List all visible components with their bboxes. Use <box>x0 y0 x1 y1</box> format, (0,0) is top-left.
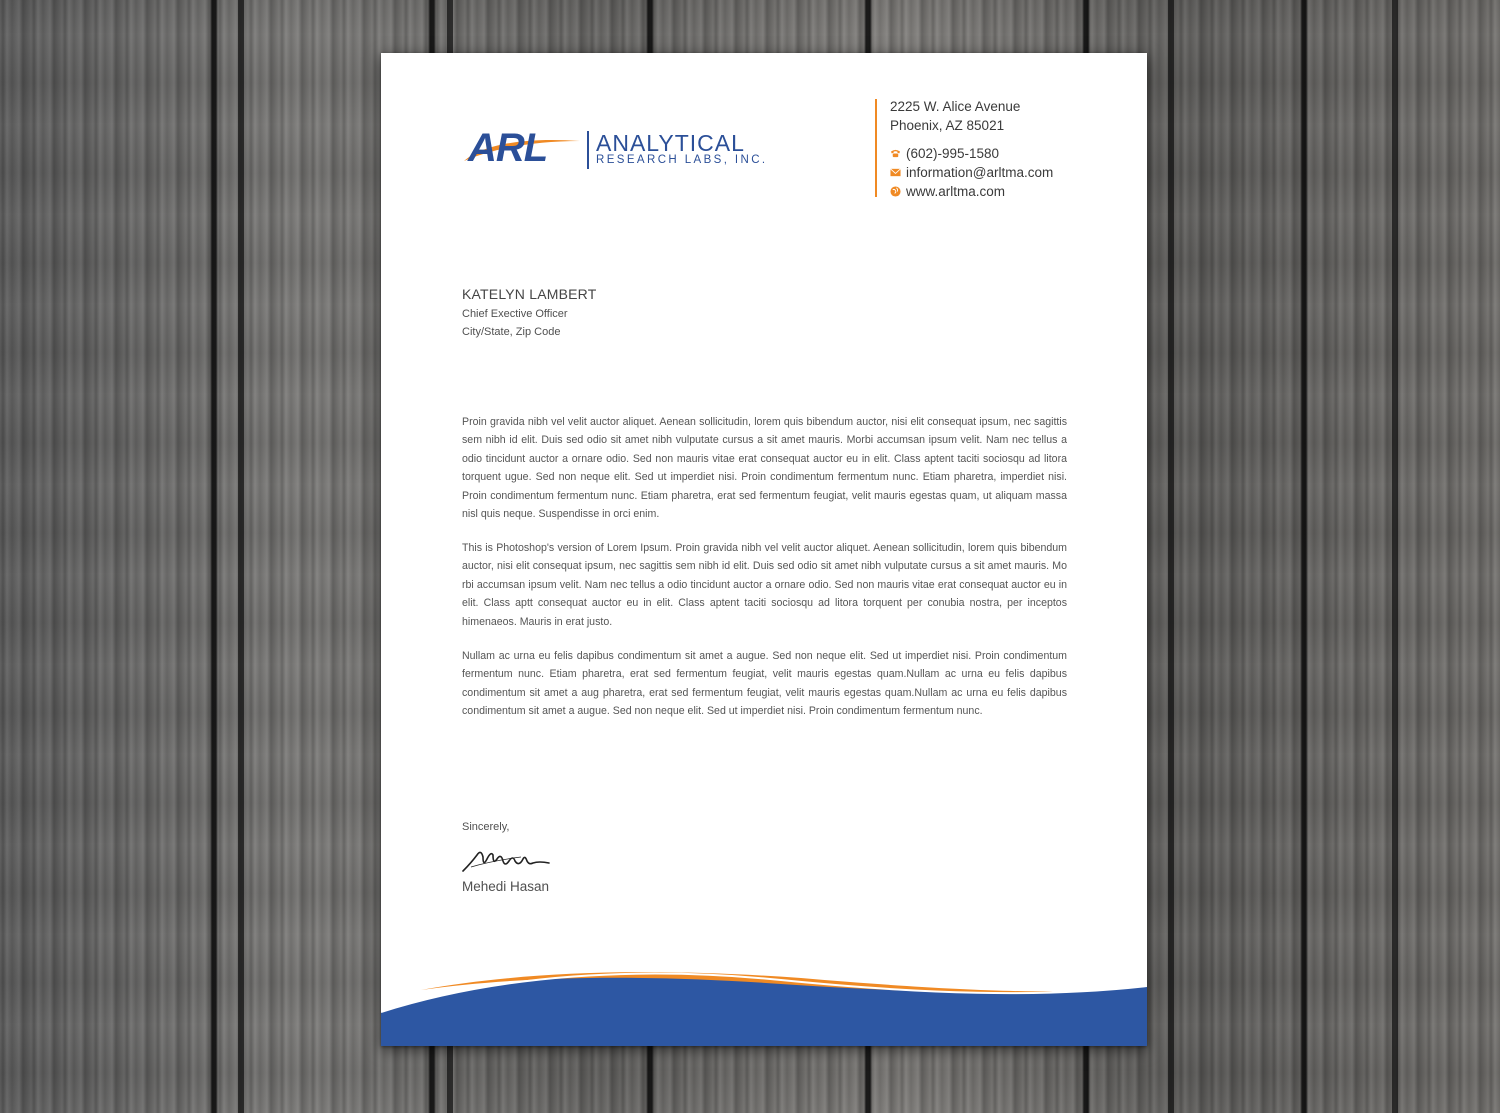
letterhead-page <box>381 53 1147 1046</box>
email-link[interactable]: information@arltma.com <box>906 165 1054 180</box>
company-name: ANALYTICAL <box>596 130 745 156</box>
email-icon <box>890 167 901 178</box>
logo-mark: ARL <box>468 126 548 170</box>
board-gap <box>238 0 244 1113</box>
contact-divider <box>875 99 877 197</box>
closing-salutation: Sincerely, <box>462 821 510 833</box>
website-link[interactable]: www.arltma.com <box>906 184 1006 199</box>
company-subtitle: RESEARCH LABS, INC. <box>596 154 768 166</box>
globe-icon <box>890 186 901 197</box>
phone-number[interactable]: (602)-995-1580 <box>906 146 1000 161</box>
phone-icon <box>890 148 901 159</box>
contact-block <box>875 99 1115 197</box>
logo-divider <box>587 131 589 169</box>
address-line-2: Phoenix, AZ 85021 <box>890 118 1005 133</box>
address-line-1: 2225 W. Alice Avenue <box>890 99 1021 114</box>
board-gap <box>1168 0 1174 1113</box>
recipient-title: Chief Exective Officer <box>462 308 568 320</box>
handwritten-signature <box>461 841 561 877</box>
body-paragraph: Nullam ac urna eu felis dapibus condimentum sit amet a augue. Sed non neque elit. Sed ut imperdiet nisi. Proin condimentum fermentum nunc. Etiam pharetra, erat sed fermentum feugiat, velit mauris egestas quam.Nullam ac urna eu felis dapibus condimentum sit amet a aug pharetra, erat sed fermentum feugiat, velit mauris egestas quam.Nullam ac urna eu felis dapibus condimentum sit amet a augue. Sed non neque elit. Sed ut imperdiet nisi. Proin condimentum fermentum nunc. <box>462 650 1067 718</box>
company-logo <box>462 127 802 173</box>
recipient-name: KATELYN LAMBERT <box>462 286 597 302</box>
body-paragraph: Proin gravida nibh vel velit auctor aliquet. Aenean sollicitudin, lorem quis bibendum auctor, nisi elit consequat ipsum, nec sagittis sem nibh id elit. Duis sed odio sit amet nibh vulputate cursus a sit amet mauris. Morbi accumsan ipsum velit. Nam nec tellus a odio tincidunt auctor a ornare odio. Sed non mauris vitae erat consequat auctor eu in elit. Class aptent taciti sociosqu ad litora torquent ugue. Sed non neque elit. Sed ut imperdiet nisi. Proin condimentum fermentum nunc. Etiam pharetra, imperdiet nisi. Proin condimentum fermentum nunc. Etiam pharetra, erat sed fermentum feugiat, velit mauris egestas quam, ut aliquam massa nisl quis neque. Suspendisse in orci enim. <box>462 416 1067 521</box>
body-paragraph: This is Photoshop's version of Lorem Ipsum. Proin gravida nibh vel velit auctor aliquet. Aenean sollicitudin, lorem quis bibendum auctor, nisi elit consequat ipsum, nec sagittis sem nibh id elit. Duis sed odio sit amet nibh vulputate cursus a sit amet mauris. Mo rbi accumsan ipsum velit. Nam nec tellus a odio tincidunt auctor a ornare odio. Sed non mauris vitae erat consequat auctor eu in elit. Class aptt consequat auctor eu in elit. Class aptent taciti sociosqu ad litora torquent per conubia nostra, per inceptos himenaeos. Mauris in erat justo. <box>462 542 1067 628</box>
recipient-location: City/State, Zip Code <box>462 326 561 338</box>
signer-name: Mehedi Hasan <box>462 879 550 894</box>
footer-wave-decoration <box>381 958 1147 1046</box>
board-gap <box>1392 0 1398 1113</box>
